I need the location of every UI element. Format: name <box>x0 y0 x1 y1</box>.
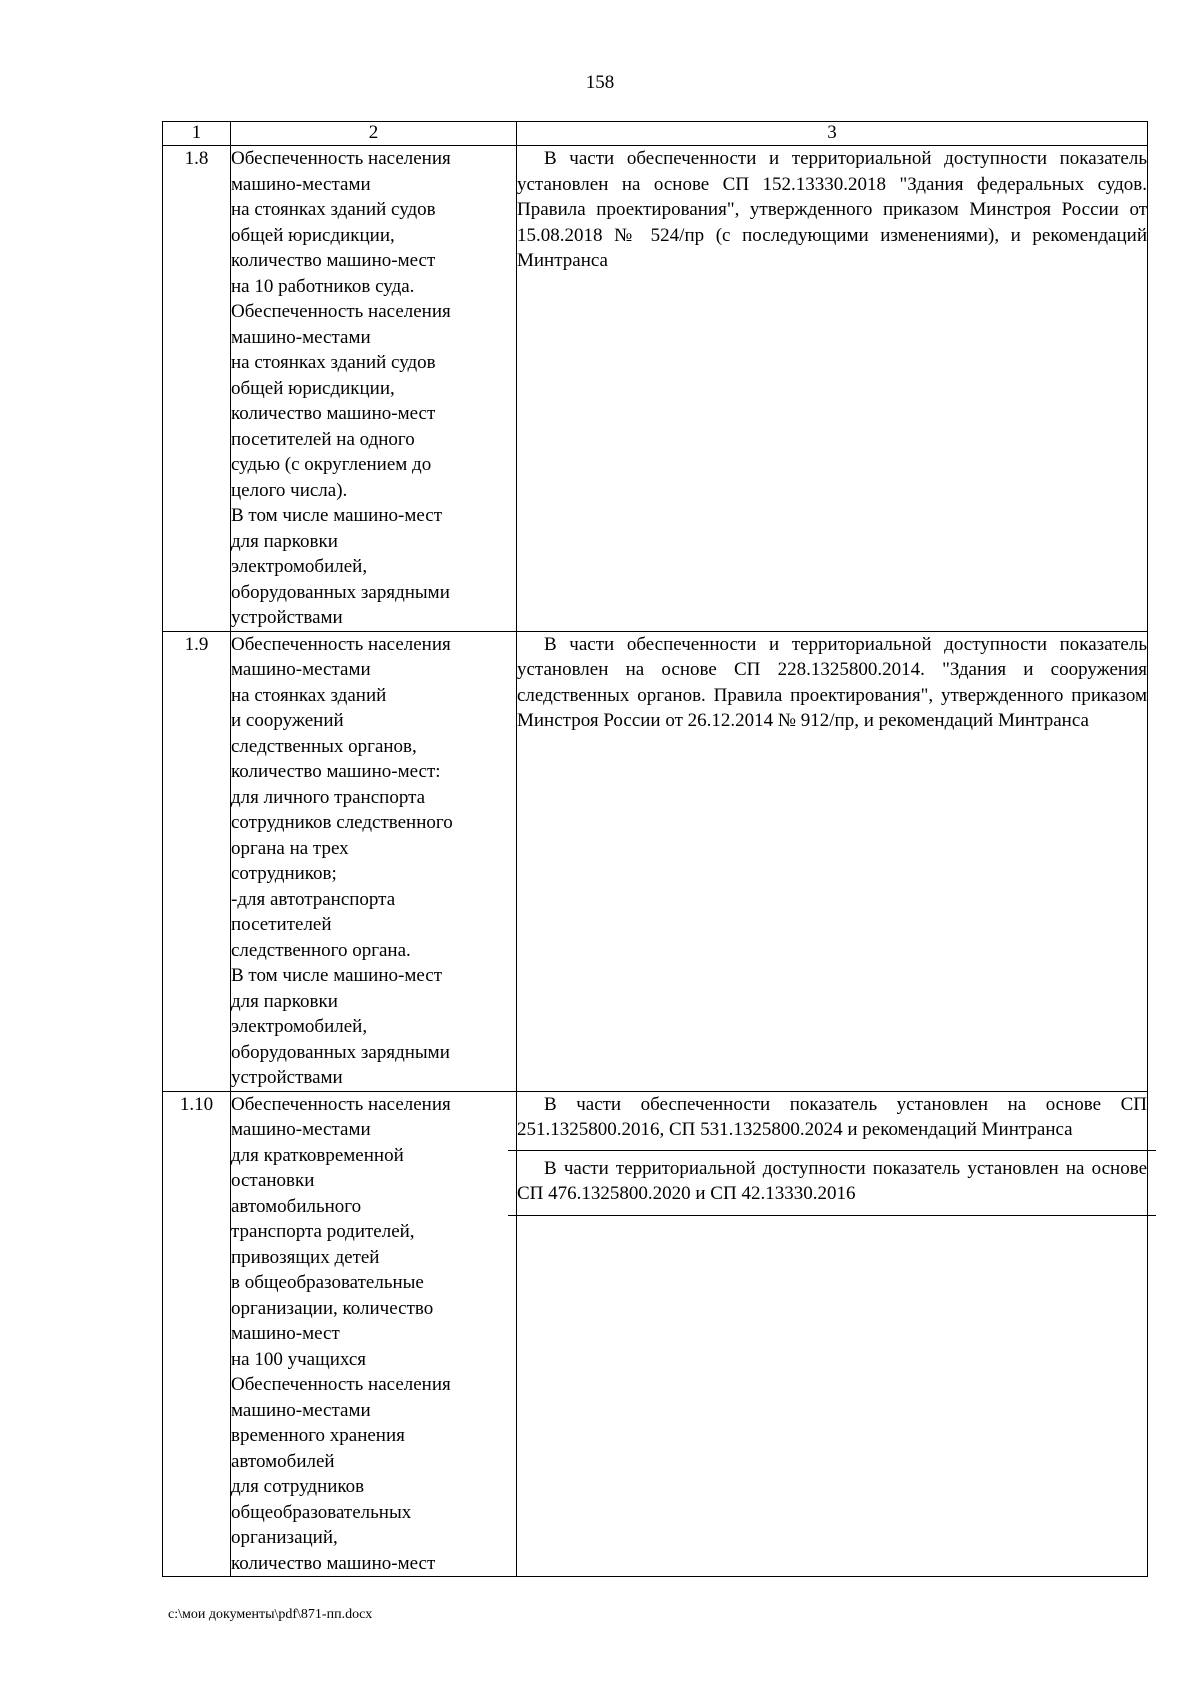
row-number-cell: 1.9 <box>163 631 231 1091</box>
description-line: следственных органов, <box>231 735 417 757</box>
description-line: остановки <box>231 1170 315 1191</box>
description-line: для сотрудников <box>231 1476 365 1497</box>
indicator-description-cell <box>231 1091 517 1577</box>
description-line: электромобилей, <box>231 556 368 577</box>
description-line: транспорта родителей, <box>231 1221 415 1242</box>
description-line: электромобилей, <box>231 1016 368 1037</box>
description-line: организации, количество <box>231 1297 434 1319</box>
description-line: машино-местами <box>231 1119 371 1140</box>
description-line: оборудованных зарядными <box>231 581 450 603</box>
description-line: целого числа). <box>231 479 348 501</box>
description-line: автомобилей <box>231 1450 335 1472</box>
description-line: для парковки <box>231 530 338 552</box>
description-line: Обеспеченность населения <box>231 148 451 169</box>
description-line: В том числе машино-мест <box>231 965 442 986</box>
header-col-1: 1 <box>163 122 231 146</box>
description-line: общеобразовательных <box>231 1501 412 1523</box>
normative-basis-cell <box>517 631 1148 1091</box>
table-row <box>163 631 1148 1091</box>
normative-basis-cell <box>517 1091 1148 1577</box>
description-line: количество машино-мест <box>231 403 436 424</box>
description-line: сотрудников; <box>231 863 337 884</box>
table-row <box>163 146 1148 632</box>
description-line: на стоянках зданий <box>231 684 387 706</box>
row-number-cell: 1.8 <box>163 146 231 632</box>
description-line: для парковки <box>231 990 338 1012</box>
description-line: устройствами <box>231 607 343 628</box>
basis-paragraph: В части обеспеченности и территориальной доступности показатель установлен на основе СП 152.13330.2018 "Здания федеральных судов. Правила проектирования", утвержденного приказом Минстроя России от 15.08.2018 № 524/пр (с последующими изменениями), и рекомендаций Минтранса <box>517 148 1147 271</box>
description-line: следственного органа. <box>231 939 411 961</box>
description-line: временного хранения <box>231 1425 405 1446</box>
description-line: общей юрисдикции, <box>231 377 395 399</box>
description-line: судью (с округлением до <box>231 454 432 475</box>
description-line: привозящих детей <box>231 1246 380 1268</box>
description-line: Обеспеченность населения <box>231 633 451 655</box>
description-line: на стоянках зданий судов <box>231 199 436 220</box>
description-line: машино-местами <box>231 659 371 680</box>
description-line: на 100 учащихся <box>231 1348 367 1370</box>
description-line: автомобильного <box>231 1195 362 1217</box>
description-line: количество машино-мест <box>231 1552 436 1574</box>
description-line: машино-мест <box>231 1323 340 1344</box>
norms-table <box>162 121 1148 1577</box>
header-col-2: 2 <box>231 122 517 146</box>
description-line: организаций, <box>231 1527 338 1548</box>
description-line: на стоянках зданий судов <box>231 352 436 373</box>
table-header-row <box>163 122 1148 146</box>
basis-paragraph: В части обеспеченности и территориальной доступности показатель установлен на основе СП 228.1325800.2014. "Здания и сооружения следственных органов. Правила проектирования", утвержденного приказом Минстроя России от 26.12.2014 № 912/пр, и рекомендаций Минтранса <box>517 633 1147 731</box>
description-line: машино-местами <box>231 173 371 195</box>
row-number-cell: 1.10 <box>163 1091 231 1577</box>
description-line: на 10 работников суда. <box>231 275 415 297</box>
basis-paragraph: В части обеспеченности показатель установлен на основе СП 251.1325800.2016, СП 531.1325800.2024 и рекомендаций Минтранса <box>517 1093 1147 1140</box>
description-line: машино-местами <box>231 1399 371 1421</box>
description-line: органа на трех <box>231 837 349 859</box>
table-row <box>163 1091 1148 1577</box>
description-line: для личного транспорта <box>231 786 426 808</box>
indicator-description-cell <box>231 631 517 1091</box>
description-line: машино-местами <box>231 326 371 348</box>
description-line: В том числе машино-мест <box>231 505 442 526</box>
description-line: Обеспеченность населения <box>231 1093 451 1115</box>
description-line: количество машино-мест <box>231 250 436 271</box>
description-line: Обеспеченность населения <box>231 1374 451 1395</box>
description-line: сотрудников следственного <box>231 812 453 833</box>
normative-basis-cell <box>517 146 1148 632</box>
description-line: для кратковременной <box>231 1144 404 1166</box>
header-col-3: 3 <box>517 122 1148 146</box>
description-line: в общеобразовательные <box>231 1272 424 1293</box>
description-line: устройствами <box>231 1067 343 1088</box>
description-line: общей юрисдикции, <box>231 224 395 246</box>
basis-paragraph: В части территориальной доступности показатель установлен на основе СП 476.1325800.2020 и СП 42.13330.2016 <box>508 1150 1156 1216</box>
description-line: посетителей на одного <box>231 428 415 450</box>
description-line: и сооружений <box>231 710 344 731</box>
description-line: посетителей <box>231 914 332 935</box>
description-line: количество машино-мест: <box>231 761 441 782</box>
description-line: -для автотранспорта <box>231 888 396 910</box>
page-number: 158 <box>585 72 615 93</box>
description-line: Обеспеченность населения <box>231 301 451 322</box>
indicator-description-cell <box>231 146 517 632</box>
description-line: оборудованных зарядными <box>231 1041 450 1063</box>
file-path-footer: c:\мои документы\pdf\871-пп.docx <box>168 1607 373 1622</box>
